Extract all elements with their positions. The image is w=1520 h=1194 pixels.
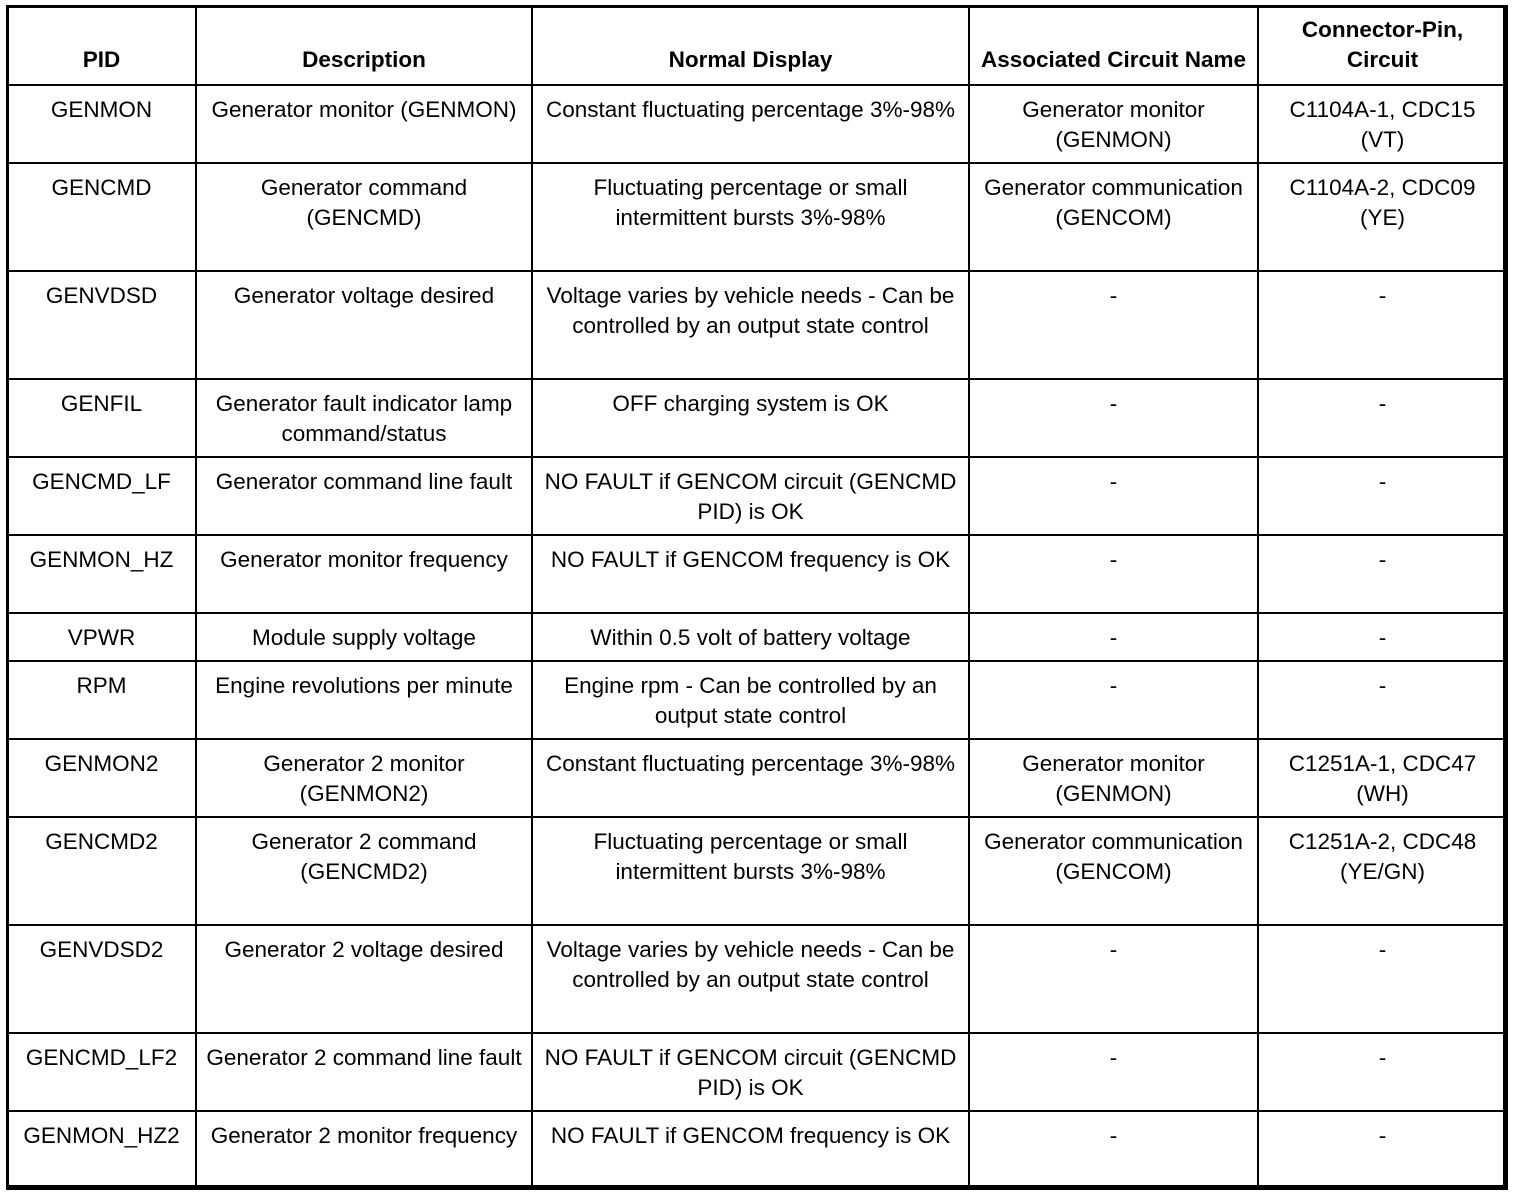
cell-description: Generator monitor (GENMON) <box>196 85 532 163</box>
cell-description: Generator voltage desired <box>196 271 532 379</box>
cell-circuit-name: - <box>969 1111 1258 1189</box>
cell-connector: - <box>1258 925 1507 1033</box>
cell-connector: - <box>1258 457 1507 535</box>
cell-circuit-name: - <box>969 457 1258 535</box>
cell-circuit-name: - <box>969 535 1258 613</box>
cell-pid: GENMON_HZ <box>7 535 196 613</box>
cell-description: Generator monitor frequency <box>196 535 532 613</box>
table-row <box>7 535 1507 613</box>
cell-connector: C1104A-1, CDC15 (VT) <box>1258 85 1507 163</box>
cell-connector: C1104A-2, CDC09 (YE) <box>1258 163 1507 271</box>
cell-description: Generator fault indicator lamp command/status <box>196 379 532 457</box>
table-header-row <box>7 6 1507 85</box>
cell-description: Generator 2 command line fault <box>196 1033 532 1111</box>
cell-normal-display: NO FAULT if GENCOM frequency is OK <box>532 1111 969 1189</box>
cell-pid: GENFIL <box>7 379 196 457</box>
table-row <box>7 163 1507 271</box>
cell-circuit-name: Generator monitor (GENMON) <box>969 85 1258 163</box>
cell-connector: C1251A-2, CDC48 (YE/GN) <box>1258 817 1507 925</box>
cell-pid: GENCMD_LF2 <box>7 1033 196 1111</box>
cell-description: Generator command line fault <box>196 457 532 535</box>
cell-circuit-name: - <box>969 271 1258 379</box>
table-row <box>7 739 1507 817</box>
cell-description: Generator 2 command (GENCMD2) <box>196 817 532 925</box>
table-body <box>7 85 1507 1189</box>
cell-normal-display: NO FAULT if GENCOM circuit (GENCMD PID) is OK <box>532 1033 969 1111</box>
cell-normal-display: NO FAULT if GENCOM circuit (GENCMD PID) is OK <box>532 457 969 535</box>
cell-connector: - <box>1258 271 1507 379</box>
table-row <box>7 85 1507 163</box>
cell-description: Module supply voltage <box>196 613 532 661</box>
cell-normal-display: OFF charging system is OK <box>532 379 969 457</box>
cell-circuit-name: - <box>969 661 1258 739</box>
cell-normal-display: NO FAULT if GENCOM frequency is OK <box>532 535 969 613</box>
table-row <box>7 661 1507 739</box>
cell-normal-display: Voltage varies by vehicle needs - Can be controlled by an output state control <box>532 271 969 379</box>
cell-pid: RPM <box>7 661 196 739</box>
cell-pid: GENMON <box>7 85 196 163</box>
cell-connector: - <box>1258 661 1507 739</box>
pid-table <box>6 5 1508 1190</box>
cell-normal-display: Fluctuating percentage or small intermittent bursts 3%-98% <box>532 163 969 271</box>
cell-pid: GENCMD2 <box>7 817 196 925</box>
cell-normal-display: Constant fluctuating percentage 3%-98% <box>532 85 969 163</box>
cell-pid: VPWR <box>7 613 196 661</box>
cell-circuit-name: Generator communication (GENCOM) <box>969 163 1258 271</box>
cell-normal-display: Fluctuating percentage or small intermittent bursts 3%-98% <box>532 817 969 925</box>
cell-pid: GENMON2 <box>7 739 196 817</box>
cell-normal-display: Within 0.5 volt of battery voltage <box>532 613 969 661</box>
cell-connector: C1251A-1, CDC47 (WH) <box>1258 739 1507 817</box>
cell-normal-display: Engine rpm - Can be controlled by an output state control <box>532 661 969 739</box>
cell-normal-display: Voltage varies by vehicle needs - Can be controlled by an output state control <box>532 925 969 1033</box>
table-row <box>7 379 1507 457</box>
cell-pid: GENMON_HZ2 <box>7 1111 196 1189</box>
cell-description: Engine revolutions per minute <box>196 661 532 739</box>
cell-connector: - <box>1258 379 1507 457</box>
header-normal-display: Normal Display <box>532 6 969 85</box>
cell-connector: - <box>1258 613 1507 661</box>
table-row <box>7 817 1507 925</box>
cell-description: Generator 2 voltage desired <box>196 925 532 1033</box>
header-description: Description <box>196 6 532 85</box>
cell-circuit-name: - <box>969 613 1258 661</box>
document-page <box>6 5 1506 1190</box>
cell-pid: GENCMD_LF <box>7 457 196 535</box>
cell-connector: - <box>1258 535 1507 613</box>
cell-description: Generator 2 monitor frequency <box>196 1111 532 1189</box>
cell-description: Generator command (GENCMD) <box>196 163 532 271</box>
cell-circuit-name: - <box>969 1033 1258 1111</box>
cell-circuit-name: - <box>969 925 1258 1033</box>
header-connector: Connector-Pin, Circuit <box>1258 6 1507 85</box>
cell-circuit-name: Generator monitor (GENMON) <box>969 739 1258 817</box>
table-row <box>7 457 1507 535</box>
table-row <box>7 1033 1507 1111</box>
cell-pid: GENVDSD2 <box>7 925 196 1033</box>
table-row <box>7 1111 1507 1189</box>
header-circuit-name: Associated Circuit Name <box>969 6 1258 85</box>
header-pid: PID <box>7 6 196 85</box>
cell-pid: GENVDSD <box>7 271 196 379</box>
cell-circuit-name: Generator communication (GENCOM) <box>969 817 1258 925</box>
cell-normal-display: Constant fluctuating percentage 3%-98% <box>532 739 969 817</box>
cell-connector: - <box>1258 1033 1507 1111</box>
table-row <box>7 271 1507 379</box>
table-row <box>7 925 1507 1033</box>
table-row <box>7 613 1507 661</box>
cell-pid: GENCMD <box>7 163 196 271</box>
cell-connector: - <box>1258 1111 1507 1189</box>
cell-description: Generator 2 monitor (GENMON2) <box>196 739 532 817</box>
cell-circuit-name: - <box>969 379 1258 457</box>
